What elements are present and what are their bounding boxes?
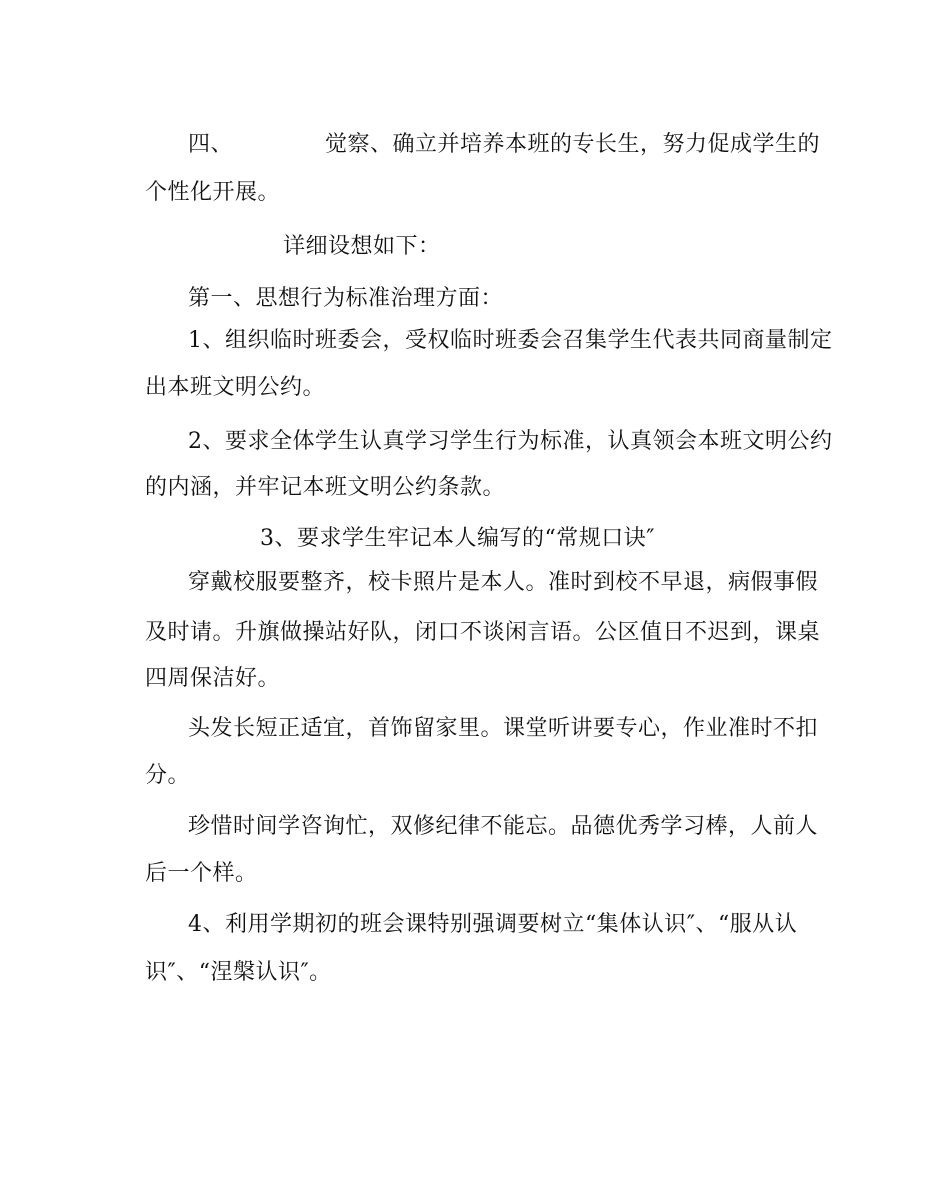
- rhyme-1-line-1: 穿戴校服要整齐，校卡照片是本人。准时到校不早退，病假事假: [188, 570, 819, 595]
- plan-intro: 详细设想如下：: [283, 234, 441, 259]
- rhyme-1-line-3: 四周保洁好。: [145, 666, 281, 691]
- item-4-line-1: 4、利用学期初的班会课特别强调要树立“集体认识″、“服从认: [188, 912, 798, 937]
- rhyme-3-line-2: 后一个样。: [145, 861, 258, 886]
- rhyme-1-line-2: 及时请。升旗做操站好队，闭口不谈闲言语。公区值日不迟到，课桌: [145, 620, 821, 645]
- section-4-line-2: 个性化开展。: [145, 180, 281, 205]
- item-1-line-2: 出本班文明公约。: [145, 375, 326, 400]
- rhyme-2-line-1: 头发长短正适宜，首饰留家里。课堂听讲要专心，作业准时不扣: [188, 716, 819, 741]
- section-4-number: 四、: [188, 132, 234, 157]
- section-4-line-1: [188, 130, 820, 160]
- item-4-line-2: 识″、“涅槃认识″。: [145, 960, 332, 985]
- rhyme-2-line-2: 分。: [145, 763, 191, 788]
- item-3-line-1: 3、要求学生牢记本人编写的“常规口诀″: [260, 526, 655, 551]
- item-1-line-1: 1、组织临时班委会，受权临时班委会召集学生代表共同商量制定: [188, 328, 833, 353]
- subheading-behavior: 第一、思想行为标准治理方面：: [188, 286, 504, 311]
- item-2-line-2: 的内涵，并牢记本班文明公约条款。: [145, 475, 506, 500]
- item-2-line-1: 2、要求全体学生认真学习学生行为标准，认真领会本班文明公约: [188, 429, 833, 454]
- section-4-text: 觉察、确立并培养本班的专长生，努力促成学生的: [325, 132, 821, 157]
- rhyme-3-line-1: 珍惜时间学咨询忙，双修纪律不能忘。品德优秀学习棒，人前人: [188, 814, 819, 839]
